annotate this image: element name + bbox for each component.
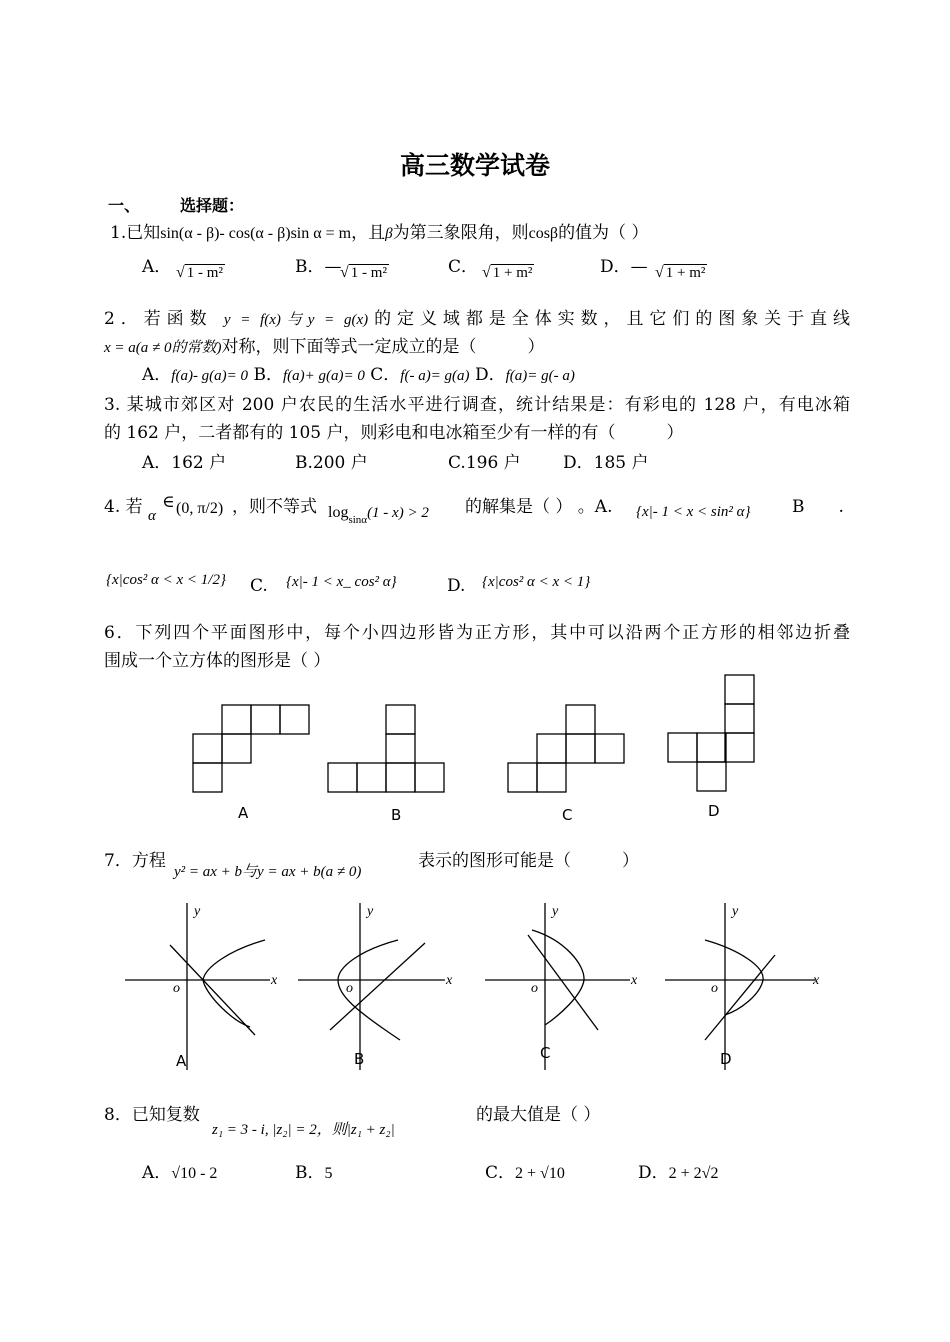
sqrt-icon: √ xyxy=(340,264,349,281)
q4-number: 4. 若 xyxy=(104,497,143,517)
q1-option-c-label: C． xyxy=(448,257,479,277)
q2-option-c[interactable] xyxy=(370,365,469,385)
q6-label-a: A xyxy=(238,804,249,822)
q4-text-b: 的解集是（ ） 。A. xyxy=(465,497,613,517)
q2-text-c: 对称，则下面等式一定成立的是（ ） xyxy=(221,337,545,357)
sqrt-icon: √ xyxy=(482,264,491,281)
q3-option-d[interactable] xyxy=(563,448,649,473)
q7-label-d: D xyxy=(720,1050,732,1068)
sqrt-icon: √ xyxy=(655,264,664,281)
q1-option-c-radicand: 1 + m² xyxy=(492,265,533,281)
sqrt-icon: √ xyxy=(176,264,185,281)
q7-text-b: 表示的图形可能是（ ） xyxy=(418,851,639,871)
question-2-line1 xyxy=(104,304,850,329)
q1-option-d-radicand: 1 + m² xyxy=(665,265,706,281)
q2-option-b-expr: f(a)+ g(a)= 0 xyxy=(282,368,365,384)
q8-option-c-label: C． xyxy=(485,1163,516,1183)
q2-option-d-label: D． xyxy=(474,365,506,385)
q2-option-a[interactable] xyxy=(142,365,248,385)
q8-option-d-value: 2 + 2√2 xyxy=(668,1165,719,1182)
q8-option-b-label: B． xyxy=(295,1163,325,1183)
q4-option-b-label: B . xyxy=(792,497,844,517)
q4-log-arg: (1 - x) > 2 xyxy=(367,505,429,521)
q4-option-d[interactable]: {x|cos² α < x < 1} xyxy=(482,574,591,590)
q7-label-b: B xyxy=(354,1050,365,1068)
q1-cosb: cosβ xyxy=(528,225,559,242)
q1-formula: sin(α - β)- cos(α - β)sin α = m xyxy=(160,225,352,242)
q7-label-a: A xyxy=(176,1052,187,1070)
q7-graph-c[interactable] xyxy=(485,903,630,1070)
q8-option-b[interactable] xyxy=(295,1158,333,1183)
q4-log-base: sinα xyxy=(348,514,368,526)
question-1 xyxy=(110,218,648,243)
q7-figures xyxy=(0,895,950,1085)
q2-option-d-expr: f(a)= g(- a) xyxy=(505,368,575,384)
q2-formula-a: y = f(x)与y = g(x) xyxy=(223,312,369,328)
q1-option-a[interactable] xyxy=(142,252,171,277)
q1-option-b-sqrt xyxy=(340,262,389,282)
q6-label-b: B xyxy=(391,806,402,824)
q2-option-b[interactable] xyxy=(253,365,364,385)
q3-option-b[interactable] xyxy=(295,448,368,473)
q8-text-a: 8．已知复数 xyxy=(104,1105,200,1125)
q7-graph-b[interactable] xyxy=(298,903,445,1070)
q7-b-origin: o xyxy=(346,981,353,996)
q4-interval: (0, π/2) xyxy=(176,500,224,517)
q8-formula: z₁ = 3 - i, |z₂| = 2，则|z₁ + z₂| xyxy=(212,1122,395,1138)
q1-option-a-sqrt xyxy=(176,262,225,282)
q7-c-axis-y: y xyxy=(552,904,559,919)
q1-option-b-prefix: — xyxy=(324,257,342,277)
page-title: 高三数学试卷 xyxy=(399,151,550,180)
q1-option-b-radicand: 1 - m² xyxy=(350,265,387,281)
q3-option-c-label: C. xyxy=(448,453,466,473)
q1-number: 1. xyxy=(110,223,127,243)
q8-option-a-label: A． xyxy=(142,1163,172,1183)
q8-text-b: 的最大值是（ ） xyxy=(476,1105,601,1125)
q4-alpha: α xyxy=(148,508,156,524)
q3-option-a-label: A． xyxy=(142,453,172,473)
question-3-line2: 的 162 户，二者都有的 105 户，则彩电和电冰箱至少有一样的有（ ） xyxy=(104,423,684,443)
q3-option-c-value: 196 户 xyxy=(465,453,521,473)
q8-option-b-value: 5 xyxy=(324,1165,333,1182)
q2-option-c-label: C． xyxy=(370,365,401,385)
q1-option-c[interactable] xyxy=(448,252,478,277)
q3-option-b-label: B. xyxy=(295,453,313,473)
q6-figure-c[interactable] xyxy=(508,705,624,792)
q7-a-axis-y: y xyxy=(194,904,201,919)
q3-option-b-value: 200 户 xyxy=(312,453,368,473)
question-6-line1: 6．下列四个平面图形中，每个小四边形皆为正方形，其中可以沿两个正方形的相邻边折叠 xyxy=(104,623,850,643)
q1-option-b-label: B． xyxy=(295,257,325,277)
q1-text-a: 已知 xyxy=(126,223,161,243)
q8-option-d[interactable] xyxy=(638,1158,718,1183)
q2-number: 2． xyxy=(104,309,144,329)
q1-text-b: ，且 xyxy=(351,223,386,243)
q7-d-origin: o xyxy=(711,981,718,996)
q7-label-c: C xyxy=(540,1044,551,1062)
q2-options xyxy=(142,360,575,385)
q1-option-d-prefix: — xyxy=(630,257,648,277)
q4-option-a[interactable]: {x|- 1 < x < sin² α} xyxy=(636,504,751,520)
q3-option-a[interactable] xyxy=(142,448,226,473)
q2-option-d[interactable] xyxy=(475,365,575,385)
q2-text-a: 若函数 xyxy=(143,309,213,329)
q1-option-a-label: A． xyxy=(142,257,172,277)
q7-text-a: 7．方程 xyxy=(104,851,166,871)
q2-option-a-expr: f(a)- g(a)= 0 xyxy=(171,368,249,384)
q7-c-axis-x: x xyxy=(631,973,638,988)
section-label: 选择题： xyxy=(180,196,245,215)
q8-option-c-value: 2 + √10 xyxy=(515,1165,565,1182)
q6-figures xyxy=(0,660,950,830)
q3-option-c[interactable] xyxy=(448,448,521,473)
q1-text-c: 为第三象限角，则 xyxy=(392,223,529,243)
q8-option-c[interactable] xyxy=(485,1158,565,1183)
q1-option-a-radicand: 1 - m² xyxy=(186,265,223,281)
q3-option-d-value: 185 户 xyxy=(593,453,649,473)
q8-option-d-label: D． xyxy=(638,1163,669,1183)
q4-log-word: log xyxy=(328,504,349,521)
q1-option-d[interactable] xyxy=(600,252,648,277)
q7-graph-d[interactable] xyxy=(665,903,815,1070)
q4-in: ∈ xyxy=(162,492,175,512)
q7-a-origin: o xyxy=(173,981,180,996)
question-2-line2 xyxy=(104,332,850,357)
q4-option-c[interactable]: {x|- 1 < x_ cos² α} xyxy=(286,574,397,590)
q1-option-d-sqrt xyxy=(655,262,707,282)
q8-option-a-value: √10 - 2 xyxy=(171,1165,218,1182)
q6-figure-b[interactable] xyxy=(328,705,444,792)
q1-beta: β xyxy=(385,226,393,242)
q4-option-c-label: C. xyxy=(250,576,268,596)
q4-text-a: ，则不等式 xyxy=(232,497,317,517)
q7-a-axis-x: x xyxy=(271,973,278,988)
q7-b-axis-x: x xyxy=(446,973,453,988)
q2-option-a-label: A． xyxy=(142,365,172,385)
q4-log xyxy=(328,502,429,526)
q7-graph-a[interactable] xyxy=(125,903,270,1070)
q6-label-d: D xyxy=(708,802,720,820)
q7-d-axis-y: y xyxy=(732,904,739,919)
q3-option-a-value: 162 户 xyxy=(171,453,227,473)
q7-b-axis-y: y xyxy=(367,904,374,919)
q2-text-b: 的定义域都是全体实数，且它们的图象关于直线 xyxy=(368,309,851,329)
q1-option-d-label: D． xyxy=(600,257,631,277)
q7-formula: y² = ax + b与y = ax + b(a ≠ 0) xyxy=(174,864,362,880)
section-number: 一、 xyxy=(108,196,141,215)
question-3-line1: 3. 某城市郊区对 200 户农民的生活水平进行调查，统计结果是：有彩电的 128 户，有电冰箱 xyxy=(104,395,850,415)
q3-option-d-label: D． xyxy=(563,453,594,473)
q1-option-c-sqrt xyxy=(482,262,534,282)
q7-d-axis-x: x xyxy=(813,973,820,988)
q8-option-a[interactable] xyxy=(142,1158,217,1183)
q6-figure-a[interactable] xyxy=(193,705,309,792)
q6-label-c: C xyxy=(562,806,573,824)
q2-formula-b: x = a(a ≠ 0的常数) xyxy=(104,340,222,356)
q4-option-d-label: D. xyxy=(447,576,466,596)
q2-option-c-expr: f(- a)= g(a) xyxy=(400,368,470,384)
q2-option-b-label: B． xyxy=(253,365,283,385)
q4-option-b[interactable]: {x|cos² α < x < 1/2} xyxy=(106,572,226,588)
q6-figure-d[interactable] xyxy=(668,675,754,791)
question-6-line2: 围成一个立方体的图形是（ ） xyxy=(104,651,331,671)
q1-option-b[interactable] xyxy=(295,252,342,277)
q7-c-origin: o xyxy=(531,981,538,996)
q1-text-d: 的值为（ ） xyxy=(558,223,649,243)
